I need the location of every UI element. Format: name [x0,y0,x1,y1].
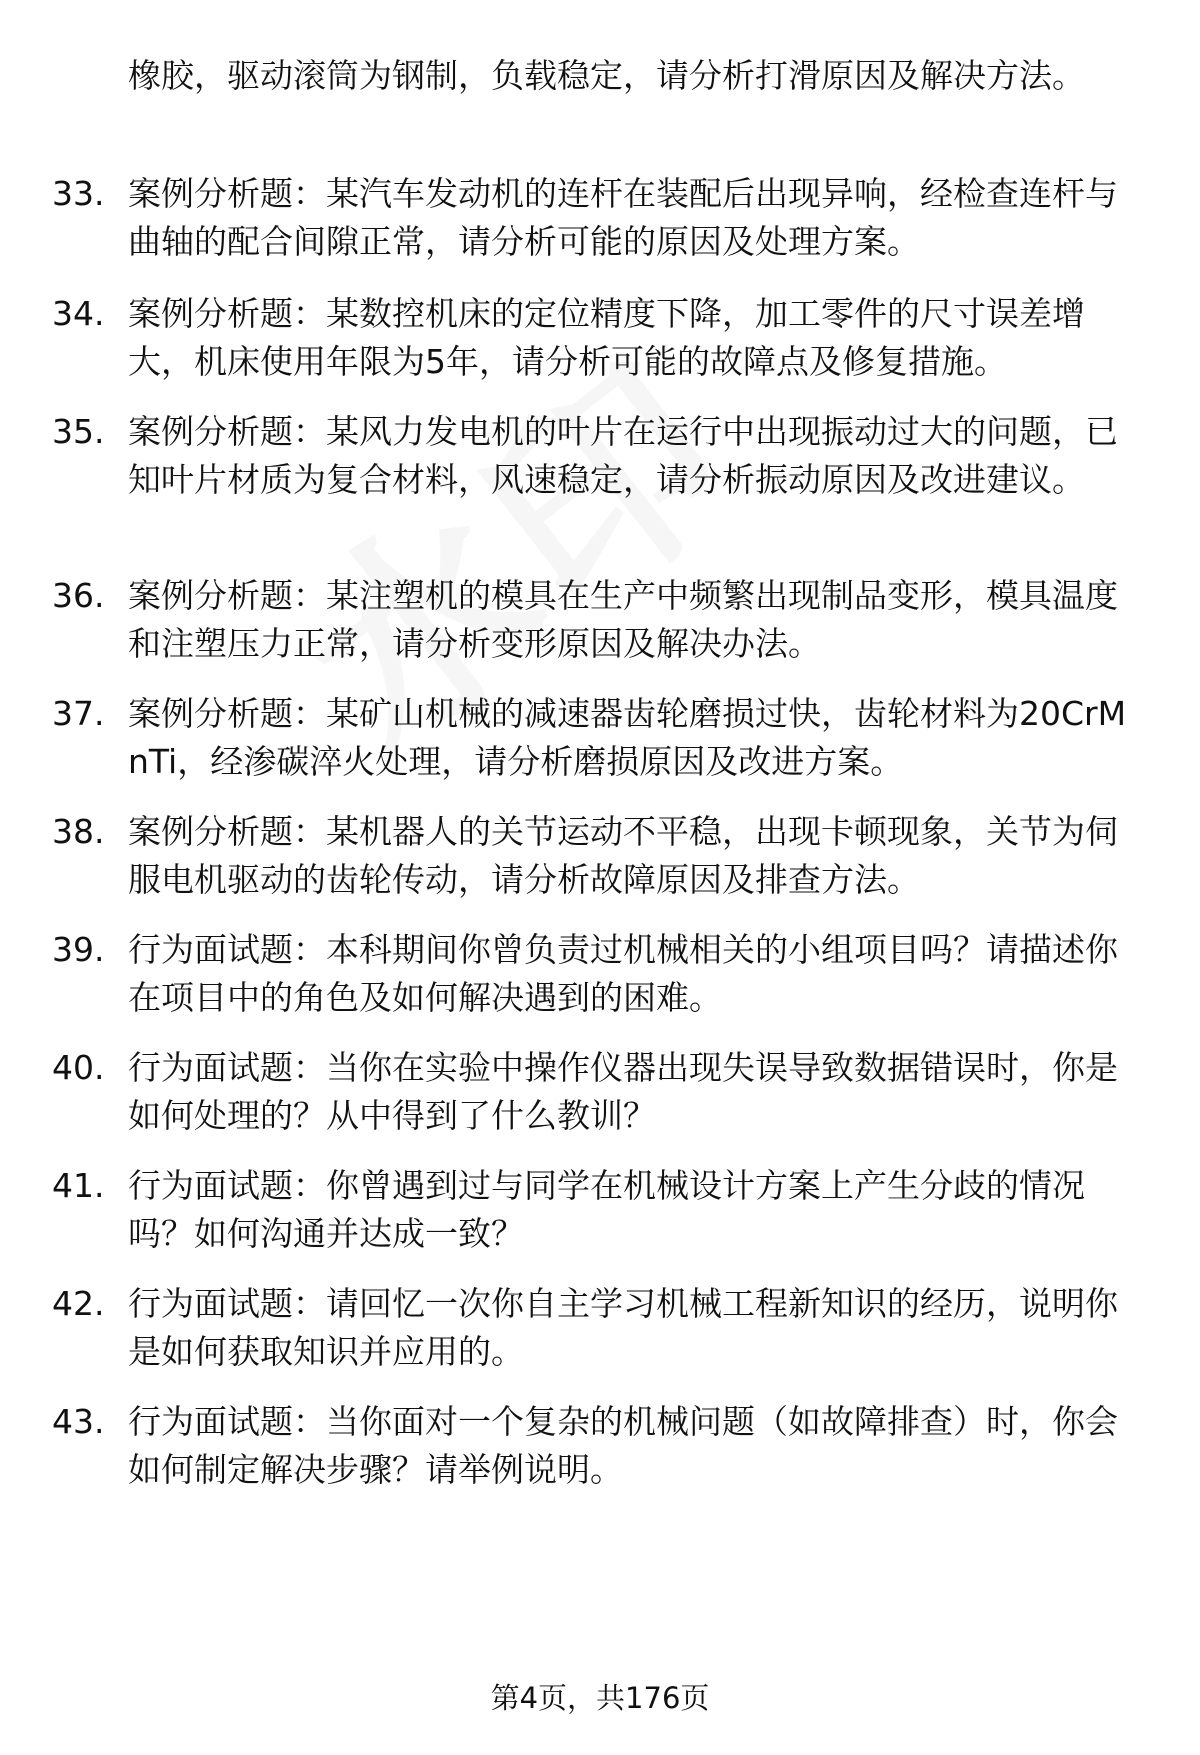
question-number: 41. [52,1166,105,1205]
question-text: 案例分析题：某数控机床的定位精度下降，加工零件的尺寸误差增大，机床使用年限为5年，请分析可能的故障点及修复措施。 [128,294,1085,381]
page-footer: 第4页，共176页 [490,1681,710,1715]
question-number: 35. [52,412,105,451]
question-number: 42. [52,1284,105,1323]
question-text: 案例分析题：某机器人的关节运动不平稳，出现卡顿现象，关节为伺服电机驱动的齿轮传动，请分析故障原因及排查方法。 [128,812,1118,899]
question-text: 行为面试题：请回忆一次你自主学习机械工程新知识的经历，说明你是如何获取知识并应用的。 [128,1284,1118,1371]
question-text: 行为面试题：你曾遇到过与同学在机械设计方案上产生分歧的情况吗？如何沟通并达成一致？ [128,1166,1085,1253]
question-text: 案例分析题：某风力发电机的叶片在运行中出现振动过大的问题，已知叶片材质为复合材料，风速稳定，请分析振动原因及改进建议。 [128,412,1118,499]
question-number: 34. [52,294,105,333]
question-text: 案例分析题：某汽车发动机的连杆在装配后出现异响，经检查连杆与曲轴的配合间隙正常，请分析可能的原因及处理方案。 [128,174,1118,261]
question-number: 43. [52,1402,105,1441]
question-number: 33. [52,174,105,213]
question-number: 40. [52,1048,105,1087]
question-number: 36. [52,576,105,615]
question-number: 37. [52,694,105,733]
continuation-text: 橡胶，驱动滚筒为钢制，负载稳定，请分析打滑原因及解决方法。 [128,56,1085,95]
question-text: 行为面试题：当你在实验中操作仪器出现失误导致数据错误时，你是如何处理的？从中得到了什么教训？ [128,1048,1118,1135]
question-text: 案例分析题：某矿山机械的减速器齿轮磨损过快，齿轮材料为20CrMnTi，经渗碳淬火处理，请分析磨损原因及改进方案。 [128,694,1127,781]
question-number: 39. [52,930,105,969]
question-text: 行为面试题：当你面对一个复杂的机械问题（如故障排查）时，你会如何制定解决步骤？请举例说明。 [128,1402,1118,1489]
question-text: 案例分析题：某注塑机的模具在生产中频繁出现制品变形，模具温度和注塑压力正常，请分析变形原因及解决办法。 [128,576,1118,663]
question-number: 38. [52,812,105,851]
question-text: 行为面试题：本科期间你曾负责过机械相关的小组项目吗？请描述你在项目中的角色及如何解决遇到的困难。 [128,930,1118,1017]
